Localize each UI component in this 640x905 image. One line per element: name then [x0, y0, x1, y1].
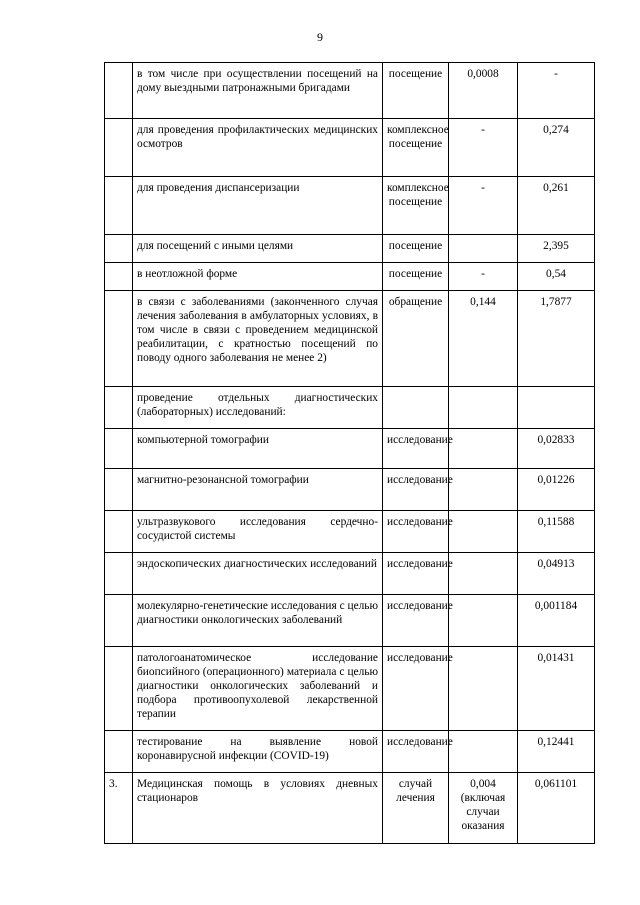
row-value-1 [449, 429, 518, 469]
row-number [105, 595, 133, 647]
row-unit: посещение [383, 263, 449, 291]
row-value-1 [449, 235, 518, 263]
row-number [105, 235, 133, 263]
standards-table [104, 62, 595, 844]
row-unit: посещение [383, 235, 449, 263]
table-row [105, 511, 595, 553]
row-value-2: 0,061101 [518, 773, 595, 844]
table-row [105, 731, 595, 773]
row-value-1 [449, 469, 518, 511]
row-description: молекулярно-генетические исследования с целью диагностики онкологических заболеваний [133, 595, 383, 647]
row-number [105, 429, 133, 469]
row-value-1 [449, 647, 518, 731]
row-value-2: 0,02833 [518, 429, 595, 469]
row-unit: комплексное посещение [383, 119, 449, 177]
row-value-2: 0,11588 [518, 511, 595, 553]
table-row [105, 63, 595, 119]
row-value-1 [449, 553, 518, 595]
row-number [105, 469, 133, 511]
row-value-2: 0,261 [518, 177, 595, 235]
row-value-1 [449, 731, 518, 773]
row-value-1: 0,144 [449, 291, 518, 387]
row-value-1: - [449, 119, 518, 177]
row-unit: исследование [383, 595, 449, 647]
row-unit: исследование [383, 469, 449, 511]
row-value-2: - [518, 63, 595, 119]
row-value-2: 0,01431 [518, 647, 595, 731]
row-description: Медицинская помощь в условиях дневных стационаров [133, 773, 383, 844]
row-value-1: - [449, 263, 518, 291]
table-row [105, 647, 595, 731]
row-value-2: 0,54 [518, 263, 595, 291]
table-row [105, 263, 595, 291]
row-description: в том числе при осуществлении посещений на дому выездными патронажными бригадами [133, 63, 383, 119]
row-unit: исследование [383, 511, 449, 553]
row-value-2 [518, 387, 595, 429]
row-number [105, 731, 133, 773]
row-number [105, 511, 133, 553]
table-row [105, 387, 595, 429]
row-value-2: 0,12441 [518, 731, 595, 773]
row-value-2: 0,01226 [518, 469, 595, 511]
row-description: для проведения профилактических медицинских осмотров [133, 119, 383, 177]
row-description: в неотложной форме [133, 263, 383, 291]
row-value-1 [449, 511, 518, 553]
table-row [105, 119, 595, 177]
row-description: эндоскопических диагностических исследований [133, 553, 383, 595]
row-description: для посещений с иными целями [133, 235, 383, 263]
row-number [105, 553, 133, 595]
row-unit [383, 387, 449, 429]
row-number [105, 263, 133, 291]
row-value-2: 1,7877 [518, 291, 595, 387]
row-value-1: - [449, 177, 518, 235]
row-value-2: 0,04913 [518, 553, 595, 595]
row-number [105, 63, 133, 119]
row-description: магнитно-резонансной томографии [133, 469, 383, 511]
row-value-1 [449, 595, 518, 647]
row-unit: исследование [383, 731, 449, 773]
table-row [105, 429, 595, 469]
row-unit: исследование [383, 553, 449, 595]
row-description: проведение отдельных диагностических (лабораторных) исследований: [133, 387, 383, 429]
row-description: компьютерной томографии [133, 429, 383, 469]
row-number [105, 177, 133, 235]
table-row [105, 553, 595, 595]
table-row [105, 595, 595, 647]
row-value-2: 0,001184 [518, 595, 595, 647]
row-description: ультразвукового исследования сердечно-сосудистой системы [133, 511, 383, 553]
row-unit: исследование [383, 647, 449, 731]
table-row [105, 773, 595, 844]
row-value-1: 0,0008 [449, 63, 518, 119]
row-unit: комплексное посещение [383, 177, 449, 235]
table-body [105, 63, 595, 844]
row-description: тестирование на выявление новой коронавирусной инфекции (COVID-19) [133, 731, 383, 773]
row-number [105, 387, 133, 429]
row-unit: посещение [383, 63, 449, 119]
table-row [105, 235, 595, 263]
row-value-2: 0,274 [518, 119, 595, 177]
page-number: 9 [317, 30, 323, 44]
row-unit: обращение [383, 291, 449, 387]
table-row [105, 291, 595, 387]
row-number [105, 291, 133, 387]
row-description: патологоанатомическое исследование биопсийного (операционного) материала с целью диагностики онкологических заболеваний и подбора противоопухолевой лекарственной терапии [133, 647, 383, 731]
row-number [105, 647, 133, 731]
row-unit: исследование [383, 429, 449, 469]
row-value-1: 0,004 (включая случаи оказания [449, 773, 518, 844]
table-row [105, 177, 595, 235]
row-value-2: 2,395 [518, 235, 595, 263]
row-description: для проведения диспансеризации [133, 177, 383, 235]
table-row [105, 469, 595, 511]
row-description: в связи с заболеваниями (законченного случая лечения заболевания в амбулаторных условиях, в том числе в связи с проведением медицинской реабилитации, с кратностью посещений по поводу одного заболевания не менее 2) [133, 291, 383, 387]
row-number [105, 119, 133, 177]
row-value-1 [449, 387, 518, 429]
row-unit: случай лечения [383, 773, 449, 844]
row-number: 3. [105, 773, 133, 844]
